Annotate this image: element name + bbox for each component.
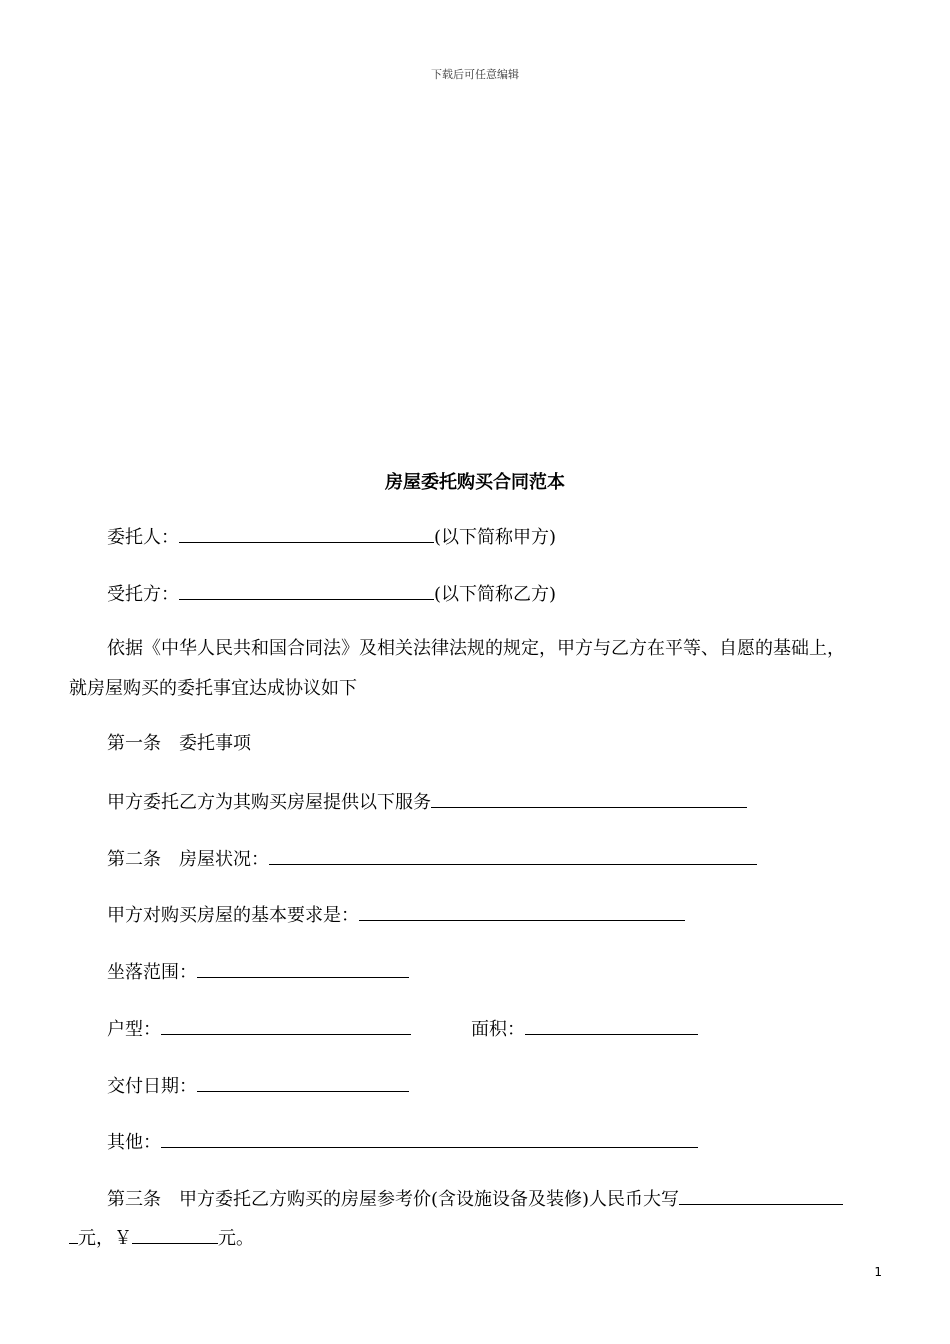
article2-heading: 第二条 房屋状况： (107, 849, 269, 870)
agent-suffix: (以下简称乙方) (434, 584, 557, 605)
agent-label: 受托方： (107, 584, 179, 605)
principal-line (107, 524, 556, 550)
preamble-line-2: 就房屋购买的委托事宜达成协议如下 (69, 678, 357, 699)
other-blank[interactable] (161, 1129, 698, 1148)
delivery-line (107, 1073, 409, 1099)
agent-blank[interactable] (179, 581, 434, 600)
principal-suffix: (以下简称甲方) (434, 527, 557, 548)
layout-label: 户型： (107, 1019, 161, 1040)
article2-line (107, 846, 757, 872)
header-note: 下载后可任意编辑 (431, 68, 519, 81)
agent-line (107, 581, 556, 607)
principal-label: 委托人： (107, 527, 179, 548)
article3-yuan: 元，￥ (78, 1228, 132, 1249)
article3-line-1 (107, 1186, 843, 1212)
article3-amount-words-blank[interactable] (679, 1186, 843, 1205)
layout-line (107, 1016, 411, 1042)
area-blank[interactable] (525, 1016, 698, 1035)
location-blank[interactable] (197, 959, 409, 978)
delivery-blank[interactable] (197, 1073, 409, 1092)
article3-continuation-blank[interactable] (69, 1225, 78, 1244)
document-title: 房屋委托购买合同范本 (385, 472, 565, 493)
article1-line (107, 789, 747, 815)
article3-line-2 (69, 1225, 254, 1251)
location-label: 坐落范围： (107, 962, 197, 983)
article3-amount-number-blank[interactable] (132, 1225, 218, 1244)
article1-heading: 第一条 委托事项 (107, 733, 251, 754)
requirements-line (107, 902, 685, 928)
location-line (107, 959, 409, 985)
requirements-label: 甲方对购买房屋的基本要求是： (107, 905, 359, 926)
principal-blank[interactable] (179, 524, 434, 543)
other-label: 其他： (107, 1132, 161, 1153)
article2-blank[interactable] (269, 846, 757, 865)
other-line (107, 1129, 698, 1155)
article3-text: 第三条 甲方委托乙方购买的房屋参考价(含设施设备及装修)人民币大写 (107, 1189, 680, 1210)
article1-blank[interactable] (431, 789, 747, 808)
area-line (471, 1016, 698, 1042)
page-number: 1 (874, 1265, 882, 1279)
preamble-line-1: 依据《中华人民共和国合同法》及相关法律法规的规定，甲方与乙方在平等、自愿的基础上， (107, 638, 845, 659)
requirements-blank[interactable] (359, 902, 685, 921)
area-label: 面积： (471, 1019, 525, 1040)
article3-end: 元。 (218, 1228, 254, 1249)
layout-blank[interactable] (161, 1016, 411, 1035)
delivery-label: 交付日期： (107, 1076, 197, 1097)
article1-text: 甲方委托乙方为其购买房屋提供以下服务 (107, 792, 431, 813)
